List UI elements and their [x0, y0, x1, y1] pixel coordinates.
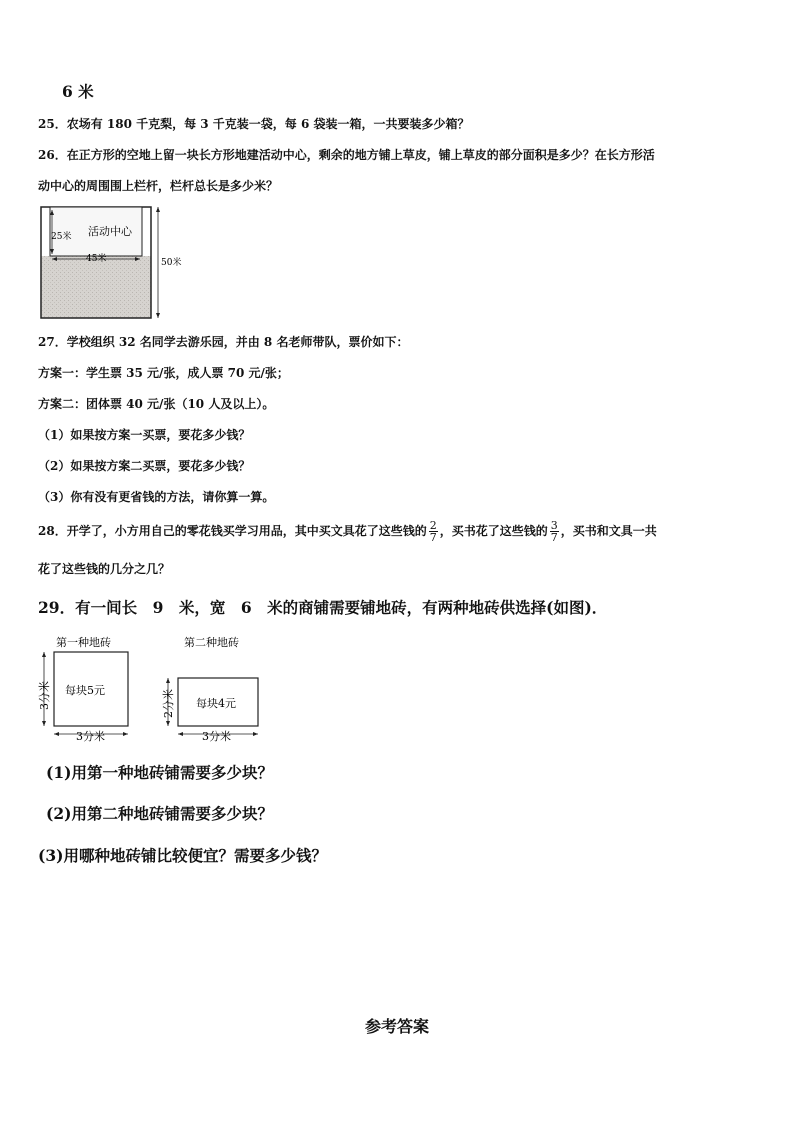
question-27-intro: 27．学校组织 32 名同学去游乐园，并由 8 名老师带队，票价如下： [38, 335, 409, 349]
question-27-plan-2: 方案二：团体票 40 元/张（10 人及以上）。 [38, 397, 275, 411]
question-29-intro: 29．有一间长 9 米，宽 6 米的商铺需要铺地砖，有两种地砖供选择(如图)． [38, 598, 608, 617]
question-27-sub-1: （1）如果按方案一买票，要花多少钱？ [38, 428, 251, 442]
tile-2-title: 第二种地砖 [184, 636, 239, 649]
question-26-line-1: 26．在正方形的空地上留一块长方形地建活动中心，剩余的地方铺上草皮，铺上草皮的部分面积是多少？在长方形活 [38, 148, 655, 162]
tile-1-side: 3分米 [38, 681, 51, 710]
side-label: 50米 [161, 258, 182, 268]
question-27-sub-2: （2）如果按方案二买票，要花多少钱？ [38, 459, 251, 473]
question-28-line-2: 花了这些钱的几分之几？ [38, 562, 171, 576]
tile-1-title: 第一种地砖 [56, 636, 111, 649]
tile-1-bottom: 3分米 [76, 730, 105, 743]
question-27-sub-3: （3）你有没有更省钱的方法，请你算一算。 [38, 490, 275, 504]
question-28-part-3: ，买书和文具一共 [560, 524, 657, 538]
fraction-3-7: $\frac{3}{7}$ [550, 519, 558, 544]
fraction-2-7: $\frac{2}{7}$ [429, 519, 437, 544]
question-26-line-2: 动中心的周围围上栏杆，栏杆总长是多少米？ [38, 179, 279, 193]
question-28-line-1 [38, 520, 657, 543]
previous-answer: 6 米 [62, 82, 94, 101]
question-29-sub-3: (3)用哪种地砖铺比较便宜？需要多少钱？ [38, 846, 327, 865]
height-label: 25米 [51, 232, 72, 242]
tile-2-figure [156, 632, 266, 748]
grass-area [41, 256, 151, 318]
activity-center-figure [40, 204, 190, 324]
tile-1-figure [36, 632, 146, 748]
tile-2-price: 每块4元 [196, 697, 236, 710]
question-29-sub-2: (2)用第二种地砖铺需要多少块？ [46, 804, 273, 823]
question-29-sub-1: (1)用第一种地砖铺需要多少块？ [46, 763, 273, 782]
tile-2-bottom: 3分米 [202, 730, 231, 743]
tile-1-price: 每块5元 [65, 684, 105, 697]
tile-2-side: 2分米 [162, 689, 175, 718]
answer-section-title: 参考答案 [364, 1017, 429, 1036]
question-28-part-1: 28．开学了，小方用自己的零花钱买学习用品，其中买文具花了这些钱的 [38, 524, 427, 538]
center-label: 活动中心 [88, 225, 132, 238]
question-25: 25．农场有 180 千克梨，每 3 千克装一袋，每 6 袋装一箱，一共要装多少箱？ [38, 117, 470, 131]
width-label: 45米 [86, 254, 107, 264]
question-28-part-2: ，买书花了这些钱的 [439, 524, 548, 538]
question-27-plan-1: 方案一：学生票 35 元/张，成人票 70 元/张； [38, 366, 289, 380]
